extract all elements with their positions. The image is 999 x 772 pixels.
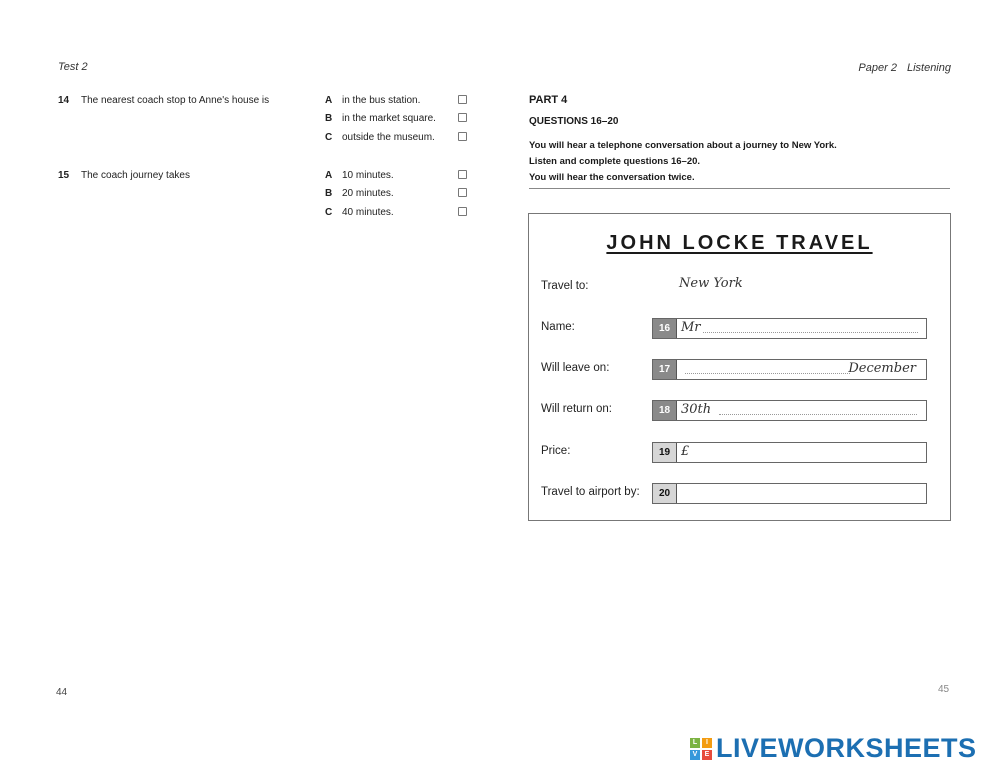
- field-prefix: £: [681, 444, 690, 459]
- question-number: 15: [58, 170, 70, 181]
- field-prefix: 30th: [681, 402, 712, 417]
- question-number: 14: [58, 95, 70, 106]
- question-badge-16: 16: [653, 319, 677, 338]
- checkbox-14-b[interactable]: [458, 113, 467, 122]
- option-14-c: [325, 132, 435, 143]
- option-14-a: [325, 95, 420, 106]
- option-15-c: [325, 207, 394, 218]
- travel-to-value: New York: [679, 276, 743, 291]
- option-letter: C: [325, 132, 333, 143]
- answer-field-18[interactable]: [652, 400, 927, 421]
- answer-field-19[interactable]: [652, 442, 927, 463]
- option-14-b: [325, 113, 436, 124]
- option-15-b: [325, 188, 394, 199]
- header-paper: Paper 2: [858, 62, 897, 74]
- liveworksheets-logo: [690, 733, 977, 764]
- option-letter: B: [325, 188, 333, 199]
- option-text: 40 minutes.: [342, 207, 394, 218]
- field-label-16: Name:: [541, 321, 575, 333]
- questions-range: QUESTIONS 16–20: [529, 116, 619, 127]
- dotted-line: [703, 332, 918, 333]
- answer-field-20[interactable]: [652, 483, 927, 504]
- question-badge-18: 18: [653, 401, 677, 420]
- field-label-19: Price:: [541, 445, 571, 457]
- question-badge-19: 19: [653, 443, 677, 462]
- part-title: PART 4: [529, 94, 568, 106]
- option-letter: A: [325, 95, 333, 106]
- header-section: Listening: [906, 62, 951, 74]
- checkbox-14-c[interactable]: [458, 132, 467, 141]
- field-label-18: Will return on:: [541, 403, 612, 415]
- option-15-a: [325, 170, 394, 181]
- option-text: outside the museum.: [342, 132, 435, 143]
- instruction-line: Listen and complete questions 16–20.: [529, 156, 701, 167]
- logo-letter: V: [690, 750, 700, 760]
- option-letter: A: [325, 170, 333, 181]
- field-label-20: Travel to airport by:: [541, 486, 640, 498]
- option-letter: C: [325, 207, 333, 218]
- field-label-17: Will leave on:: [541, 362, 610, 374]
- instruction-line: You will hear the conversation twice.: [529, 172, 695, 183]
- dotted-line: [685, 373, 850, 374]
- question-15: [58, 170, 190, 181]
- option-letter: B: [325, 113, 333, 124]
- instruction-line: You will hear a telephone conversation about a journey to New York.: [529, 140, 837, 151]
- logo-letter: I: [702, 738, 712, 748]
- checkbox-15-b[interactable]: [458, 188, 467, 197]
- field-prefix: Mr: [681, 320, 701, 335]
- checkbox-15-a[interactable]: [458, 170, 467, 179]
- question-text: The coach journey takes: [81, 170, 190, 181]
- page-number-right: 45: [938, 684, 950, 695]
- travel-to-label: Travel to:: [541, 280, 589, 292]
- logo-text: LIVEWORKSHEETS: [716, 733, 977, 763]
- question-badge-20: 20: [653, 484, 677, 503]
- logo-letter: L: [690, 738, 700, 748]
- travel-form: [528, 213, 951, 521]
- answer-field-17[interactable]: [652, 359, 927, 380]
- page-number-left: 44: [56, 687, 68, 698]
- question-badge-17: 17: [653, 360, 677, 379]
- header-test-label: Test 2: [58, 61, 88, 73]
- logo-letter: E: [702, 750, 712, 760]
- answer-field-16[interactable]: [652, 318, 927, 339]
- checkbox-15-c[interactable]: [458, 207, 467, 216]
- question-14: [58, 95, 269, 106]
- divider: [529, 188, 950, 189]
- question-text: The nearest coach stop to Anne's house is: [81, 95, 270, 106]
- option-text: in the market square.: [342, 113, 436, 124]
- option-text: 10 minutes.: [342, 170, 394, 181]
- logo-grid-icon: [690, 738, 712, 760]
- option-text: in the bus station.: [342, 95, 421, 106]
- header-paper-label: [858, 62, 951, 74]
- form-title: JOHN LOCKE TRAVEL: [606, 232, 873, 254]
- checkbox-14-a[interactable]: [458, 95, 467, 104]
- dotted-line: [719, 414, 917, 415]
- field-suffix: December: [848, 361, 916, 376]
- option-text: 20 minutes.: [342, 188, 394, 199]
